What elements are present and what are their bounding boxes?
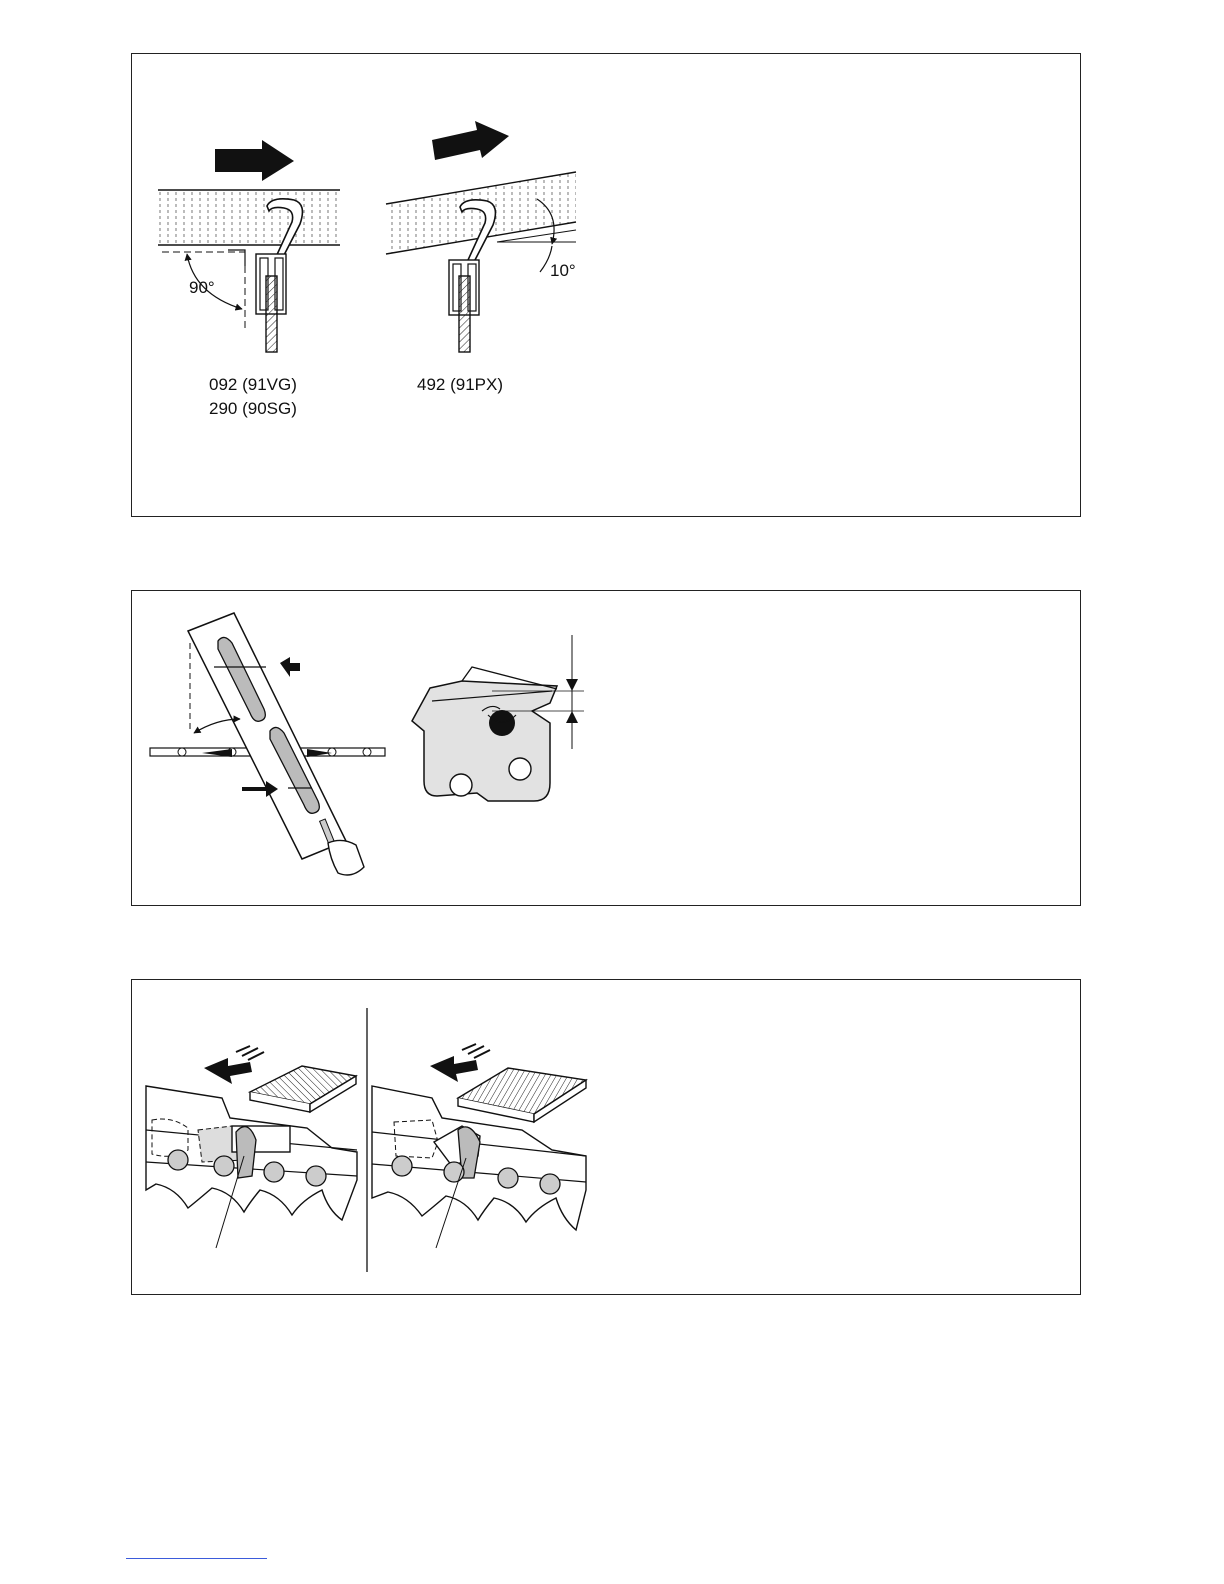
flat-file-diagram bbox=[132, 980, 1080, 1294]
flat-file-left bbox=[146, 1046, 357, 1248]
chain-code-492: 492 (91PX) bbox=[417, 375, 503, 394]
depth-gauge-figure bbox=[412, 635, 584, 801]
chain-code-092: 092 (91VG) bbox=[209, 375, 297, 394]
panel-flat-file bbox=[131, 979, 1081, 1295]
cutter-angle-diagram bbox=[132, 54, 1080, 516]
chain-code-290: 290 (90SG) bbox=[209, 399, 297, 418]
file-guide-figure bbox=[150, 613, 385, 875]
footer-rule bbox=[126, 1558, 267, 1559]
flat-file-right bbox=[372, 1044, 586, 1248]
panel-cutter-angle bbox=[131, 53, 1081, 517]
right-cutter-figure bbox=[386, 121, 576, 352]
direction-arrow-right bbox=[432, 121, 509, 160]
file-guide-diagram bbox=[132, 591, 1080, 905]
angle-label-10: 10° bbox=[550, 261, 576, 280]
panel-file-guide bbox=[131, 590, 1081, 906]
left-cutter-figure bbox=[158, 140, 340, 352]
angle-label-90: 90° bbox=[189, 278, 215, 297]
direction-arrow-left bbox=[215, 140, 294, 181]
